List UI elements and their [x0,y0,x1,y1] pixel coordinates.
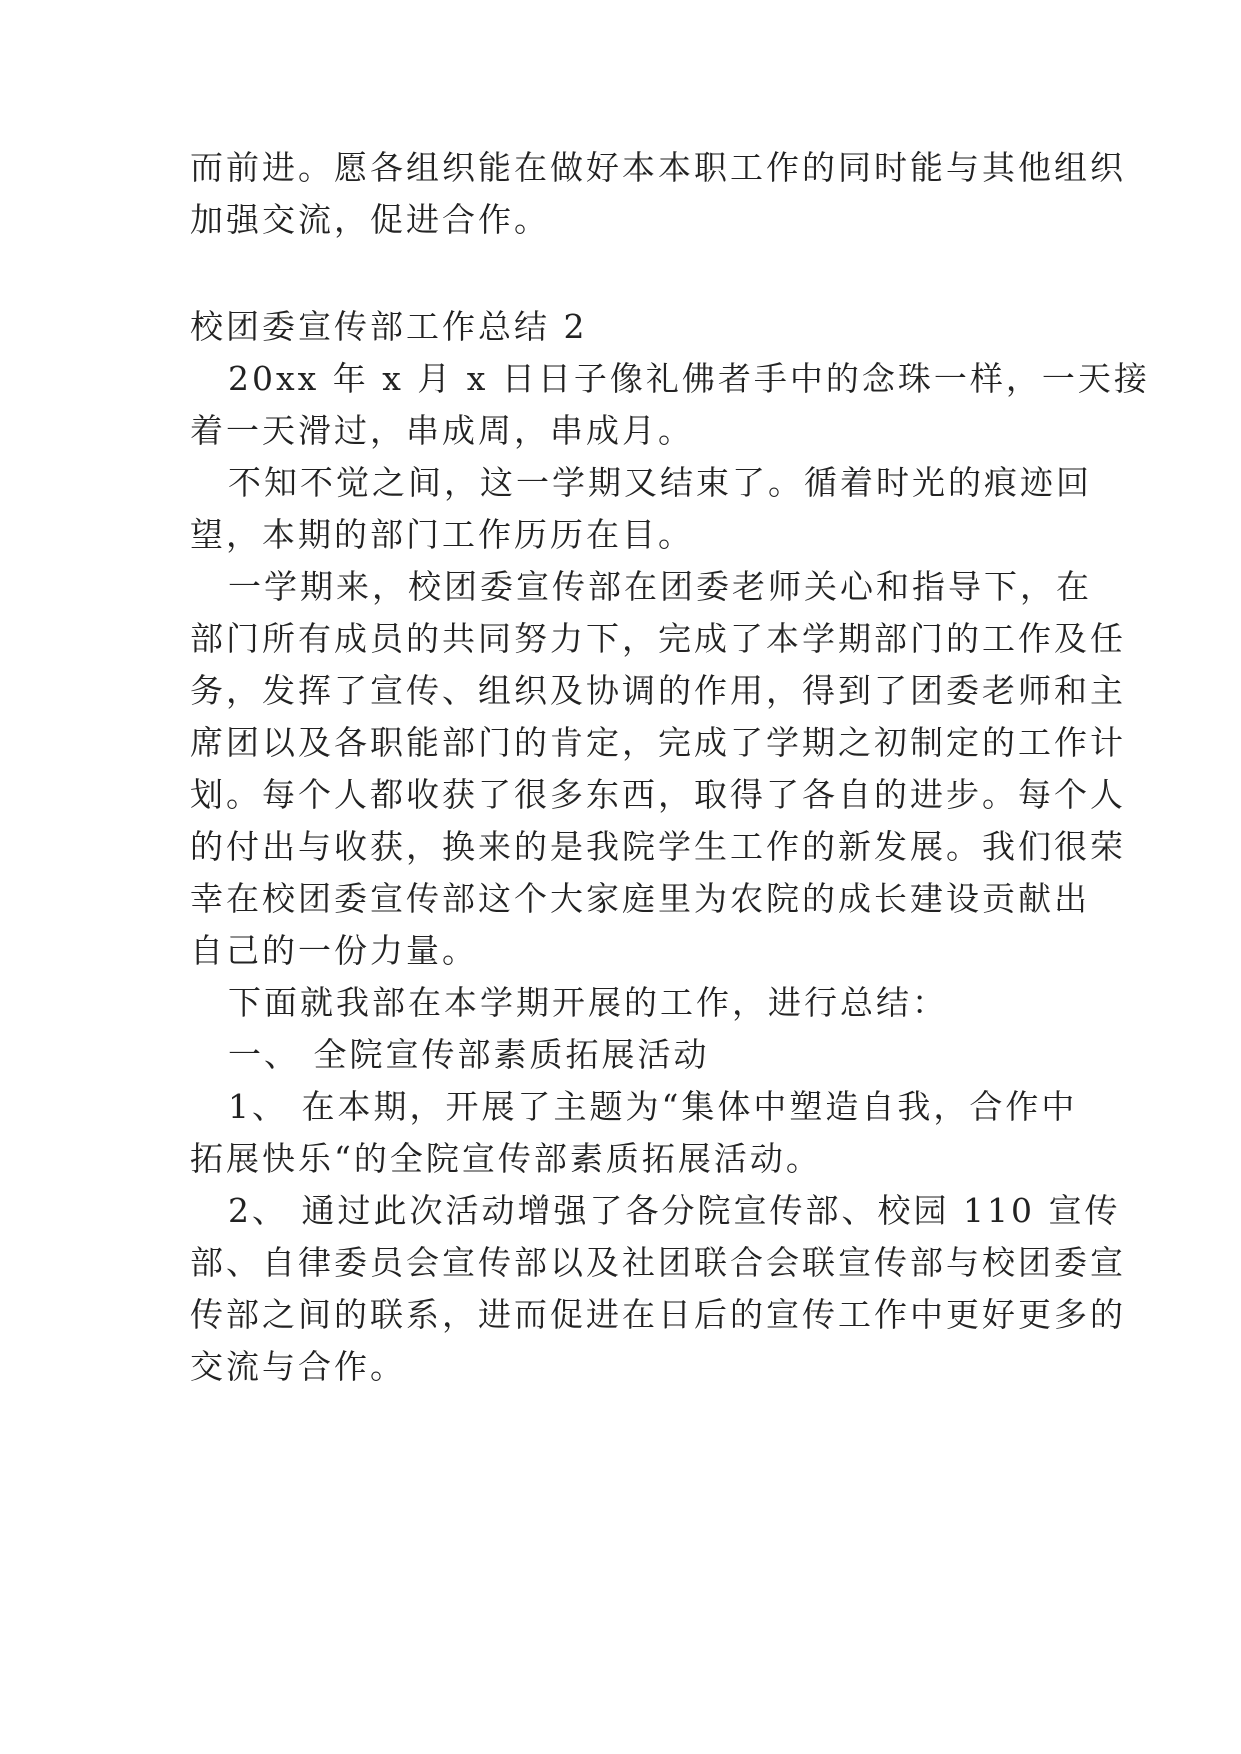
paragraph-5-line-1: 一、 全院宣传部素质拓展活动 [228,1035,710,1074]
paragraph-3-line-8: 自己的一份力量。 [190,931,478,970]
paragraph-7-line-1: 2、 通过此次活动增强了各分院宣传部、校园 110 宣传 [228,1191,1121,1230]
intro-line-2: 加强交流，促进合作。 [190,200,550,239]
paragraph-7-line-3: 传部之间的联系，进而促进在日后的宣传工作中更好更多的 [190,1295,1126,1334]
paragraph-6-line-2: 拓展快乐“的全院宣传部素质拓展活动。 [190,1139,822,1178]
paragraph-3-line-6: 的付出与收获，换来的是我院学生工作的新发展。我们很荣 [190,827,1126,866]
paragraph-1-line-2: 着一天滑过，串成周，串成月。 [190,411,694,450]
paragraph-3-line-1: 一学期来，校团委宣传部在团委老师关心和指导下，在 [228,567,1092,606]
paragraph-3-line-5: 划。每个人都收获了很多东西，取得了各自的进步。每个人 [190,775,1126,814]
paragraph-1-line-1: 20xx 年 x 月 x 日日子像礼佛者手中的念珠一样，一天接 [228,359,1150,398]
paragraph-3-line-3: 务，发挥了宣传、组织及协调的作用，得到了团委老师和主 [190,671,1126,710]
paragraph-3-line-4: 席团以及各职能部门的肯定，完成了学期之初制定的工作计 [190,723,1126,762]
intro-line-1: 而前进。愿各组织能在做好本本职工作的同时能与其他组织 [190,148,1126,187]
paragraph-6-line-1: 1、 在本期，开展了主题为“集体中塑造自我，合作中 [228,1087,1078,1126]
paragraph-3-line-7: 幸在校团委宣传部这个大家庭里为农院的成长建设贡献出 [190,879,1090,918]
paragraph-2-line-1: 不知不觉之间，这一学期又结束了。循着时光的痕迹回 [228,463,1092,502]
section-title: 校团委宣传部工作总结 2 [190,307,588,346]
paragraph-4-line-1: 下面就我部在本学期开展的工作，进行总结： [228,983,948,1022]
paragraph-7-line-2: 部、自律委员会宣传部以及社团联合会联宣传部与校团委宣 [190,1243,1126,1282]
paragraph-2-line-2: 望，本期的部门工作历历在目。 [190,515,694,554]
paragraph-7-line-4: 交流与合作。 [190,1347,406,1386]
paragraph-3-line-2: 部门所有成员的共同努力下，完成了本学期部门的工作及任 [190,619,1126,658]
